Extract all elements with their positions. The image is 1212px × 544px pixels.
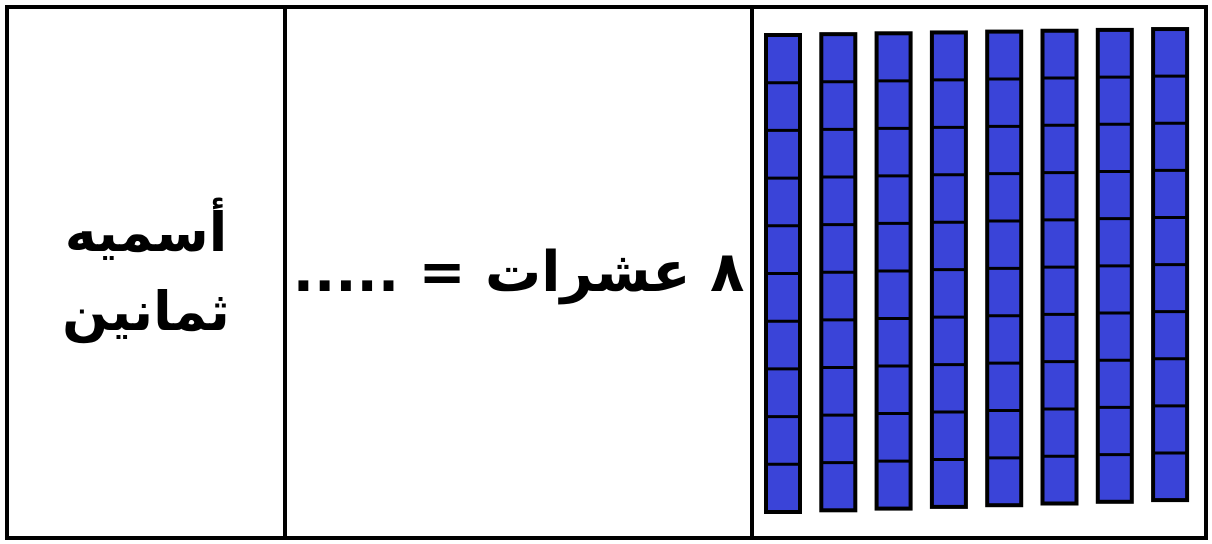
tens-rods-cell [754, 9, 1204, 536]
name-line-2: ثمانين [62, 279, 230, 343]
tens-rod [821, 34, 855, 510]
equation-cell [287, 9, 754, 536]
tens-rod [766, 35, 800, 512]
tens-rod [1043, 31, 1077, 504]
tens-rod [1153, 29, 1187, 500]
name-cell [9, 9, 287, 536]
tens-rod [932, 32, 966, 506]
name-line-1: أسميه [64, 201, 228, 265]
worksheet-table [5, 5, 1208, 540]
equation-text: ٨ عشرات = ..... [292, 240, 745, 305]
tens-rod [877, 33, 911, 508]
tens-rod [987, 32, 1021, 506]
tens-rod [1098, 30, 1132, 502]
tens-rods-diagram [754, 9, 1194, 536]
